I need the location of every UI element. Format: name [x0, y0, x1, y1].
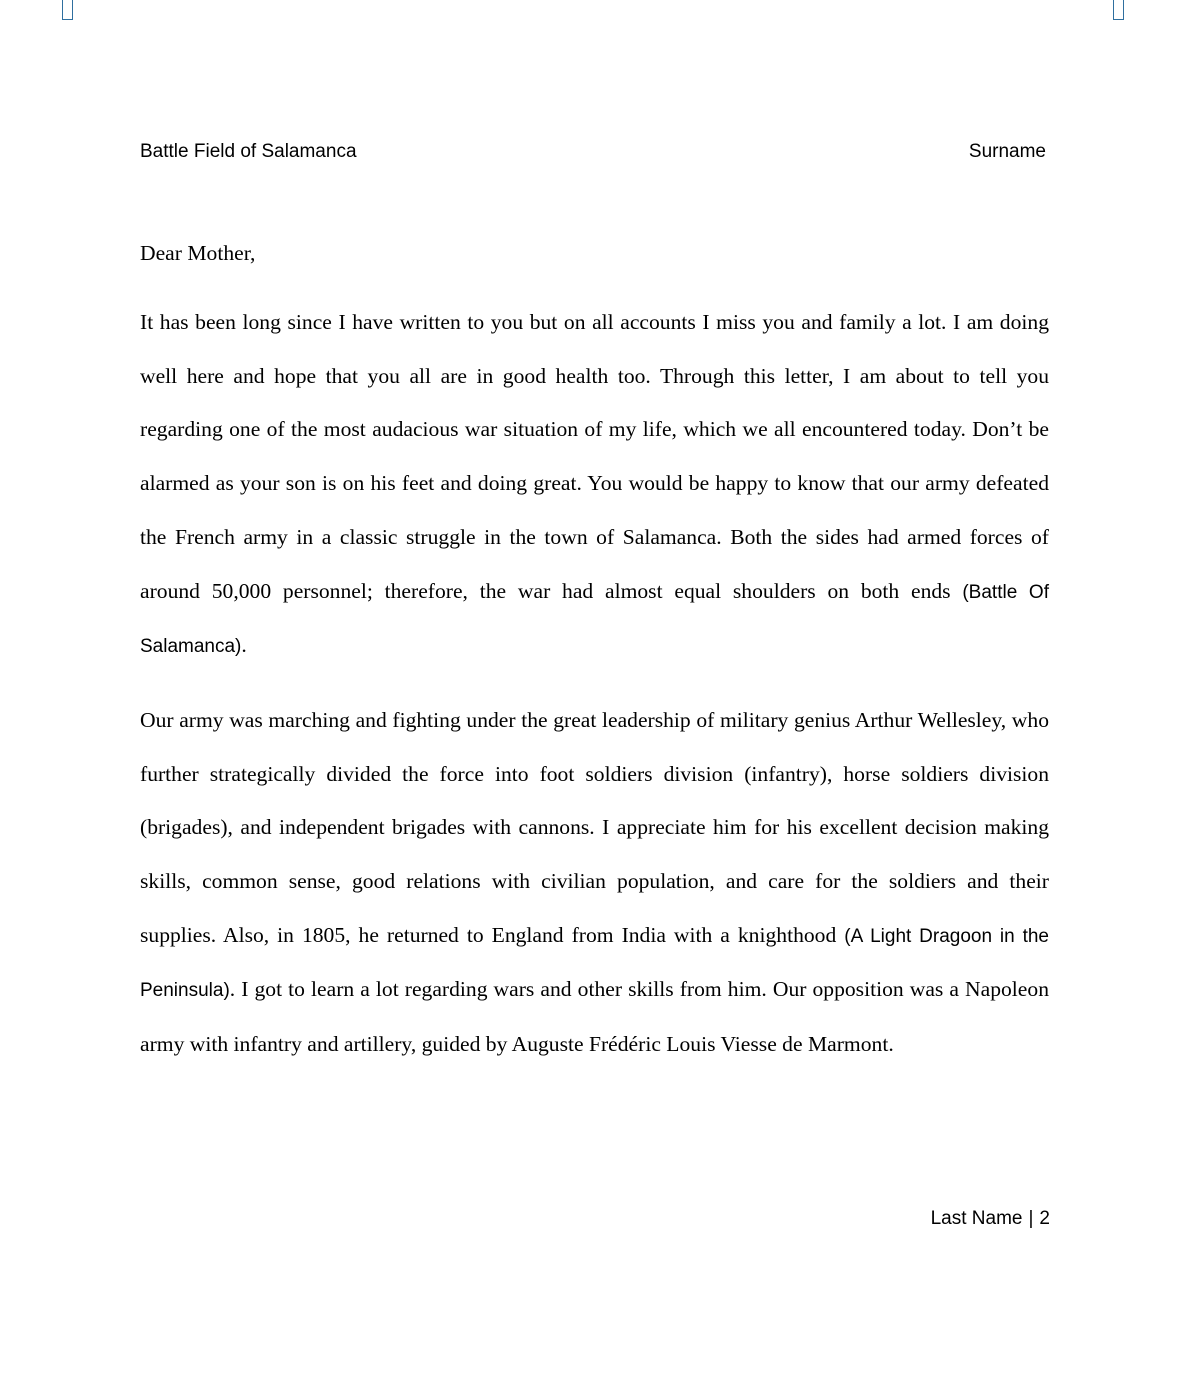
paragraph-2-text-end: . I got to learn a lot regarding wars and other skills from him. Our opposition was a Napoleon army with infantry and artillery, guided by Auguste Frédéric Louis Viesse de Marmont. — [140, 977, 1049, 1057]
margin-corner-mark-right — [1113, 0, 1124, 20]
footer-page-number: 2 — [1039, 1208, 1050, 1229]
paragraph-1 — [140, 296, 1049, 674]
header-title: Battle Field of Salamanca — [140, 141, 357, 162]
page-header — [140, 141, 1046, 167]
paragraph-1-end: . — [241, 633, 247, 658]
footer-last-name: Last Name — [930, 1208, 1023, 1229]
paragraph-2 — [140, 694, 1049, 1072]
paragraph-2-citation: (A Light Dragoon in the Peninsula) — [140, 925, 1049, 1002]
page-footer — [140, 1208, 1050, 1230]
margin-corner-mark-left — [62, 0, 73, 20]
paragraph-2-text-start: Our army was marching and fighting under the great leadership of military genius Arthur Wellesley, who further strategically divided the force into foot soldiers division (infantry), horse soldiers division (brigades), and independent brigades with cannons. I appreciate him for his excellent decision making skills, common sense, good relations with civilian population, and care for the soldiers and their supplies. Also, in 1805, he returned to England from India with a knighthood — [140, 707, 1049, 947]
header-surname: Surname — [968, 141, 1046, 162]
paragraph-1-text: It has been long since I have written to you but on all accounts I miss you and family a lot. I am doing well here and hope that you all are in good health too. Through this letter, I am about to tell you regarding one of the most audacious war situation of my life, which we all encountered today. Don’t be alarmed as your son is on his feet and doing great. You would be happy to know that our army defeated the French army in a classic struggle in the town of Salamanca. Both the sides had armed forces of around 50,000 personnel; therefore, the war had almost equal shoulders on both ends — [140, 310, 1049, 603]
footer-separator: | — [1028, 1208, 1034, 1229]
letter-salutation: Dear Mother, — [140, 241, 256, 265]
letter-body — [140, 236, 1049, 1072]
paragraph-1-citation: (Battle Of Salamanca) — [140, 581, 1049, 658]
